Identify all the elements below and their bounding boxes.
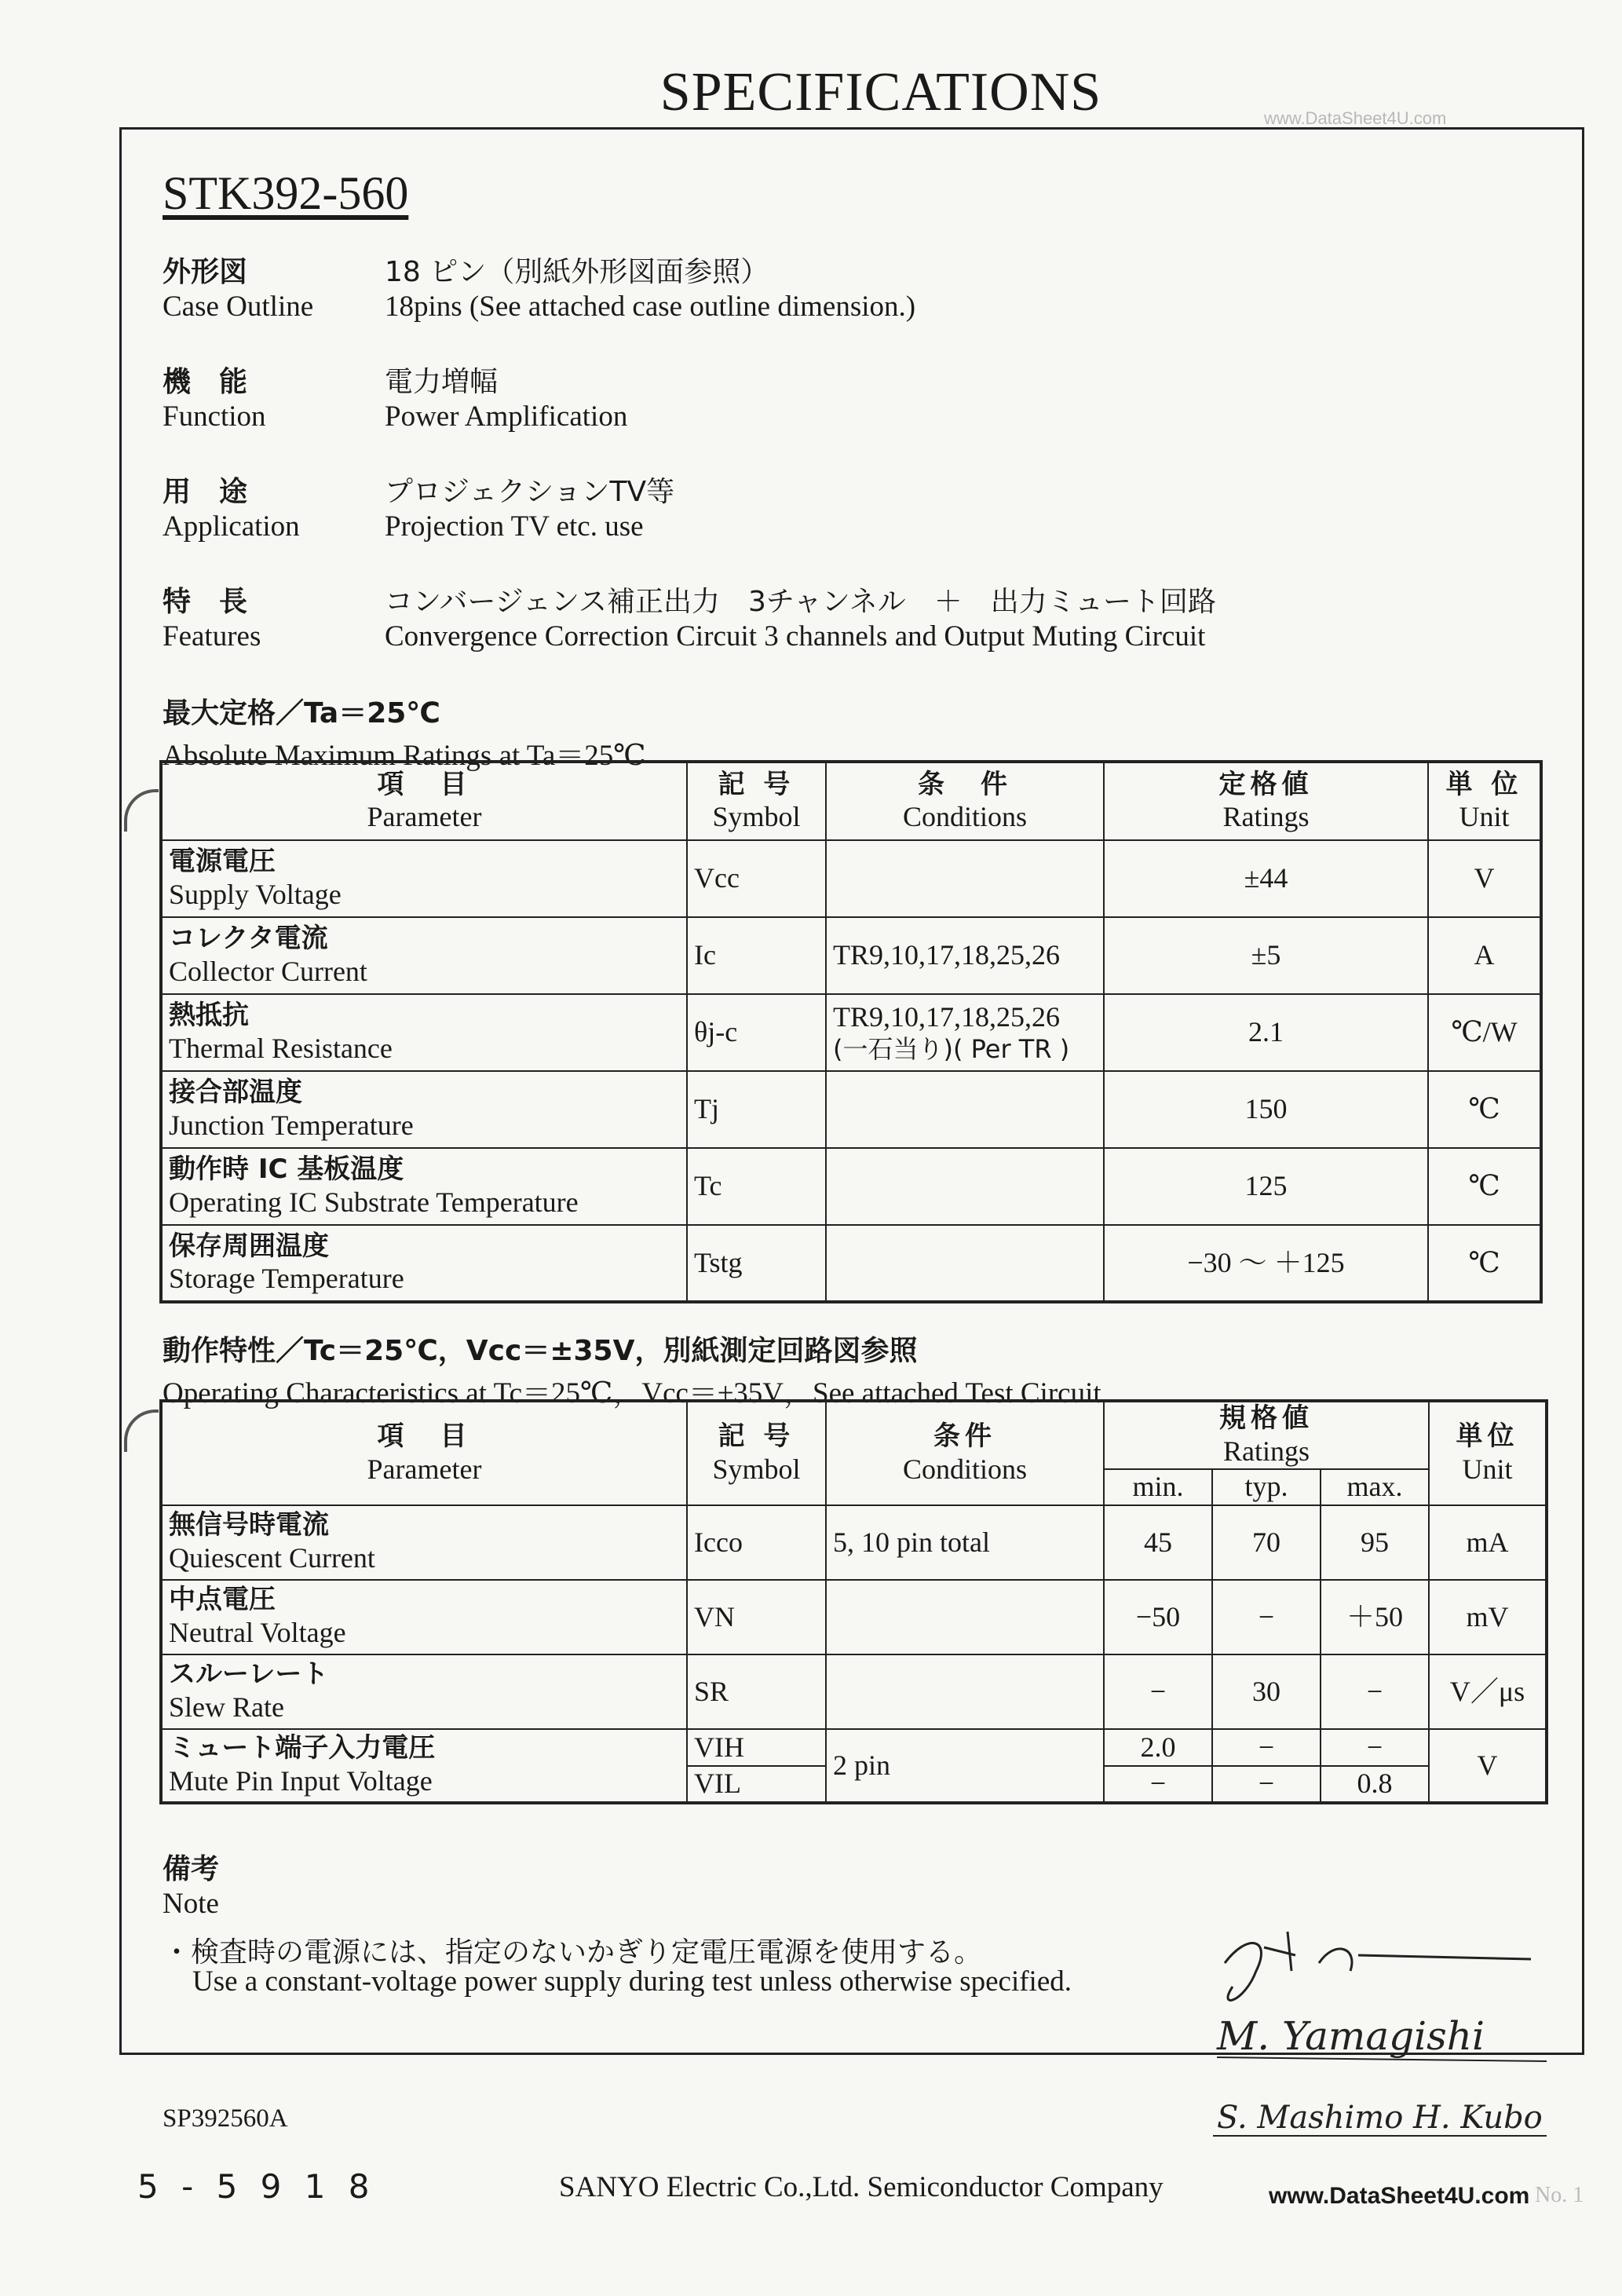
cell-rating: −30 ～ ＋125	[1104, 1225, 1428, 1302]
cell-typ: −	[1212, 1580, 1321, 1654]
note-label-en: Note	[163, 1888, 219, 1920]
cell-unit: V	[1429, 1729, 1547, 1803]
cell-max: −	[1321, 1729, 1429, 1766]
label-en: Case Outline	[163, 291, 314, 323]
cell-rating: 150	[1104, 1071, 1428, 1148]
cell-conditions	[826, 1225, 1104, 1302]
cell-max: 95	[1321, 1505, 1429, 1580]
cell-conditions	[826, 840, 1104, 917]
cell-rating: 125	[1104, 1148, 1428, 1225]
label-jp: 用 途	[163, 476, 248, 508]
info-case-outline	[163, 250, 313, 324]
note-label	[163, 1847, 219, 1921]
cell-parameter: 中点電圧 Neutral Voltage	[161, 1580, 687, 1654]
value-jp: 18 ピン（別紙外形図面参照）	[385, 256, 769, 288]
cell-symbol: VN	[687, 1580, 826, 1654]
cell-conditions: TR9,10,17,18,25,26 (一石当り)( Per TR )	[826, 994, 1104, 1071]
cell-parameter: 保存周囲温度 Storage Temperature	[161, 1225, 687, 1302]
cell-symbol: Tc	[687, 1148, 826, 1225]
footer-page-number: No. 1	[1535, 2183, 1584, 2207]
value-jp: コンバージェンス補正出力 3チャンネル ＋ 出力ミュート回路	[385, 586, 1216, 618]
cell-parameter: 無信号時電流 Quiescent Current	[161, 1505, 687, 1580]
value-en: Convergence Correction Circuit 3 channels and Output Muting Circuit	[385, 620, 1206, 653]
cell-rating: ±5	[1104, 917, 1428, 994]
abs-max-table	[159, 760, 1543, 1303]
table-row	[161, 1071, 1541, 1148]
cell-unit: ℃	[1428, 1225, 1541, 1302]
header-conditions: 条件 Conditions	[826, 1401, 1104, 1505]
cell-typ: 30	[1212, 1654, 1321, 1729]
cell-symbol: Ic	[687, 917, 826, 994]
cell-min: −50	[1104, 1580, 1212, 1654]
cell-rating: 2.1	[1104, 994, 1428, 1071]
header-typ: typ.	[1212, 1469, 1321, 1505]
watermark-top: www.DataSheet4U.com	[1264, 108, 1447, 128]
heading-en: Operating Characteristics at Tc＝25℃，Vcc＝±35V，See attached Test Circuit	[163, 1377, 1101, 1409]
cell-symbol: Tj	[687, 1071, 826, 1148]
info-features	[163, 579, 261, 653]
cell-unit: ℃/W	[1428, 994, 1541, 1071]
header-ratings: 定格値 Ratings	[1104, 762, 1428, 840]
table-row	[161, 1505, 1547, 1580]
label-en: Function	[163, 400, 266, 433]
cell-parameter: ミュート端子入力電圧 Mute Pin Input Voltage	[161, 1729, 687, 1803]
cell-parameter: コレクタ電流 Collector Current	[161, 917, 687, 994]
cell-parameter: 電源電圧 Supply Voltage	[161, 840, 687, 917]
note-label-jp: 備考	[163, 1853, 220, 1885]
table-row	[161, 1654, 1547, 1729]
cell-parameter: スルーレート Slew Rate	[161, 1654, 687, 1729]
table-row	[161, 994, 1541, 1071]
header-unit: 単 位 Unit	[1428, 762, 1541, 840]
cell-symbol: θj-c	[687, 994, 826, 1071]
table-row	[161, 917, 1541, 994]
footer-watermark: www.DataSheet4U.com	[1269, 2183, 1530, 2209]
info-function-value	[385, 360, 627, 433]
heading-jp: 動作特性／Tc＝25℃，Vcc＝±35V，別紙測定回路図参照	[163, 1335, 918, 1367]
heading-jp: 最大定格／Ta＝25℃	[163, 697, 440, 729]
cell-symbol: Vcc	[687, 840, 826, 917]
cell-conditions	[826, 1580, 1104, 1654]
cell-typ: −	[1212, 1729, 1321, 1766]
cell-parameter: 熱抵抗 Thermal Resistance	[161, 994, 687, 1071]
value-en: Power Amplification	[385, 400, 628, 433]
table-row	[161, 840, 1541, 917]
table-row	[161, 1148, 1541, 1225]
label-en: Features	[163, 620, 261, 653]
header-conditions: 条 件 Conditions	[826, 762, 1104, 840]
cell-unit: ℃	[1428, 1148, 1541, 1225]
cell-parameter: 動作時 IC 基板温度 Operating IC Substrate Temperature	[161, 1148, 687, 1225]
op-char-table	[159, 1399, 1548, 1804]
label-jp: 外形図	[163, 256, 248, 288]
cell-unit: ℃	[1428, 1071, 1541, 1148]
cell-typ: −	[1212, 1766, 1321, 1803]
cell-conditions	[826, 1654, 1104, 1729]
cell-conditions	[826, 1148, 1104, 1225]
heading-en: Absolute Maximum Ratings at Ta＝25℃	[163, 740, 646, 772]
cell-min: −	[1104, 1766, 1212, 1803]
cell-rating: ±44	[1104, 840, 1428, 917]
cell-min: 2.0	[1104, 1729, 1212, 1766]
header-symbol: 記 号 Symbol	[687, 762, 826, 840]
cell-conditions: TR9,10,17,18,25,26	[826, 917, 1104, 994]
info-case-outline-value	[385, 250, 915, 324]
table-row	[161, 1225, 1541, 1302]
cell-conditions: 2 pin	[826, 1729, 1104, 1803]
signature-mashimo: S. Mashimo	[1217, 2100, 1404, 2136]
info-application	[163, 470, 300, 543]
cell-parameter: 接合部温度 Junction Temperature	[161, 1071, 687, 1148]
label-en: Application	[163, 510, 300, 543]
cell-symbol-vih: VIH	[687, 1729, 826, 1766]
model-number: STK392-560	[163, 167, 409, 219]
info-application-value	[385, 470, 674, 543]
value-en: 18pins (See attached case outline dimension.)	[385, 291, 916, 323]
cell-max: 0.8	[1321, 1766, 1429, 1803]
table-row	[161, 1580, 1547, 1654]
header-ratings: 規格値 Ratings	[1104, 1401, 1429, 1469]
header-unit: 単位 Unit	[1429, 1401, 1547, 1505]
info-function	[163, 360, 266, 433]
cell-unit: V／μs	[1429, 1654, 1547, 1729]
signature-yamagishi: M. Yamagishi	[1217, 2013, 1485, 2059]
cell-typ: 70	[1212, 1505, 1321, 1580]
cell-min: 45	[1104, 1505, 1212, 1580]
value-en: Projection TV etc. use	[385, 510, 644, 543]
cell-unit: mV	[1429, 1580, 1547, 1654]
signature-block	[1201, 1916, 1562, 2152]
cell-conditions: 5, 10 pin total	[826, 1505, 1104, 1580]
header-parameter: 項 目 Parameter	[161, 1401, 687, 1505]
header-parameter: 項 目 Parameter	[161, 762, 687, 840]
document-title: SPECIFICATIONS	[659, 62, 1102, 122]
cell-max: −	[1321, 1654, 1429, 1729]
document-code: SP392560A	[163, 2104, 288, 2133]
signature-kubo: H. Kubo	[1413, 2100, 1543, 2136]
cell-symbol: Icco	[687, 1505, 826, 1580]
cell-unit: A	[1428, 917, 1541, 994]
header-min: min.	[1104, 1469, 1212, 1505]
label-jp: 特 長	[163, 586, 248, 618]
cell-unit: mA	[1429, 1505, 1547, 1580]
cell-unit: V	[1428, 840, 1541, 917]
note-line-jp: ・検査時の電源には、指定のないかぎり定電圧電源を使用する。	[163, 1936, 983, 1969]
value-jp: プロジェクションTV等	[385, 476, 675, 508]
label-jp: 機 能	[163, 366, 248, 398]
cell-max: ＋50	[1321, 1580, 1429, 1654]
cell-symbol: Tstg	[687, 1225, 826, 1302]
header-max: max.	[1321, 1469, 1429, 1505]
table-header-row	[161, 762, 1541, 840]
table-row-mute-high	[161, 1729, 1547, 1766]
value-jp: 電力増幅	[385, 366, 499, 398]
note-line-en: Use a constant-voltage power supply during test unless otherwise specified.	[192, 1965, 1072, 1998]
cell-symbol-vil: VIL	[687, 1766, 826, 1803]
cell-conditions	[826, 1071, 1104, 1148]
info-features-value	[385, 579, 1216, 653]
cell-min: −	[1104, 1654, 1212, 1729]
footer-code: 5 - 5 9 1 8	[137, 2167, 376, 2206]
header-symbol: 記 号 Symbol	[687, 1401, 826, 1505]
table-header-row	[161, 1401, 1547, 1469]
cell-symbol: SR	[687, 1654, 826, 1729]
footer-company: SANYO Electric Co.,Ltd. Semiconductor Company	[559, 2171, 1164, 2203]
